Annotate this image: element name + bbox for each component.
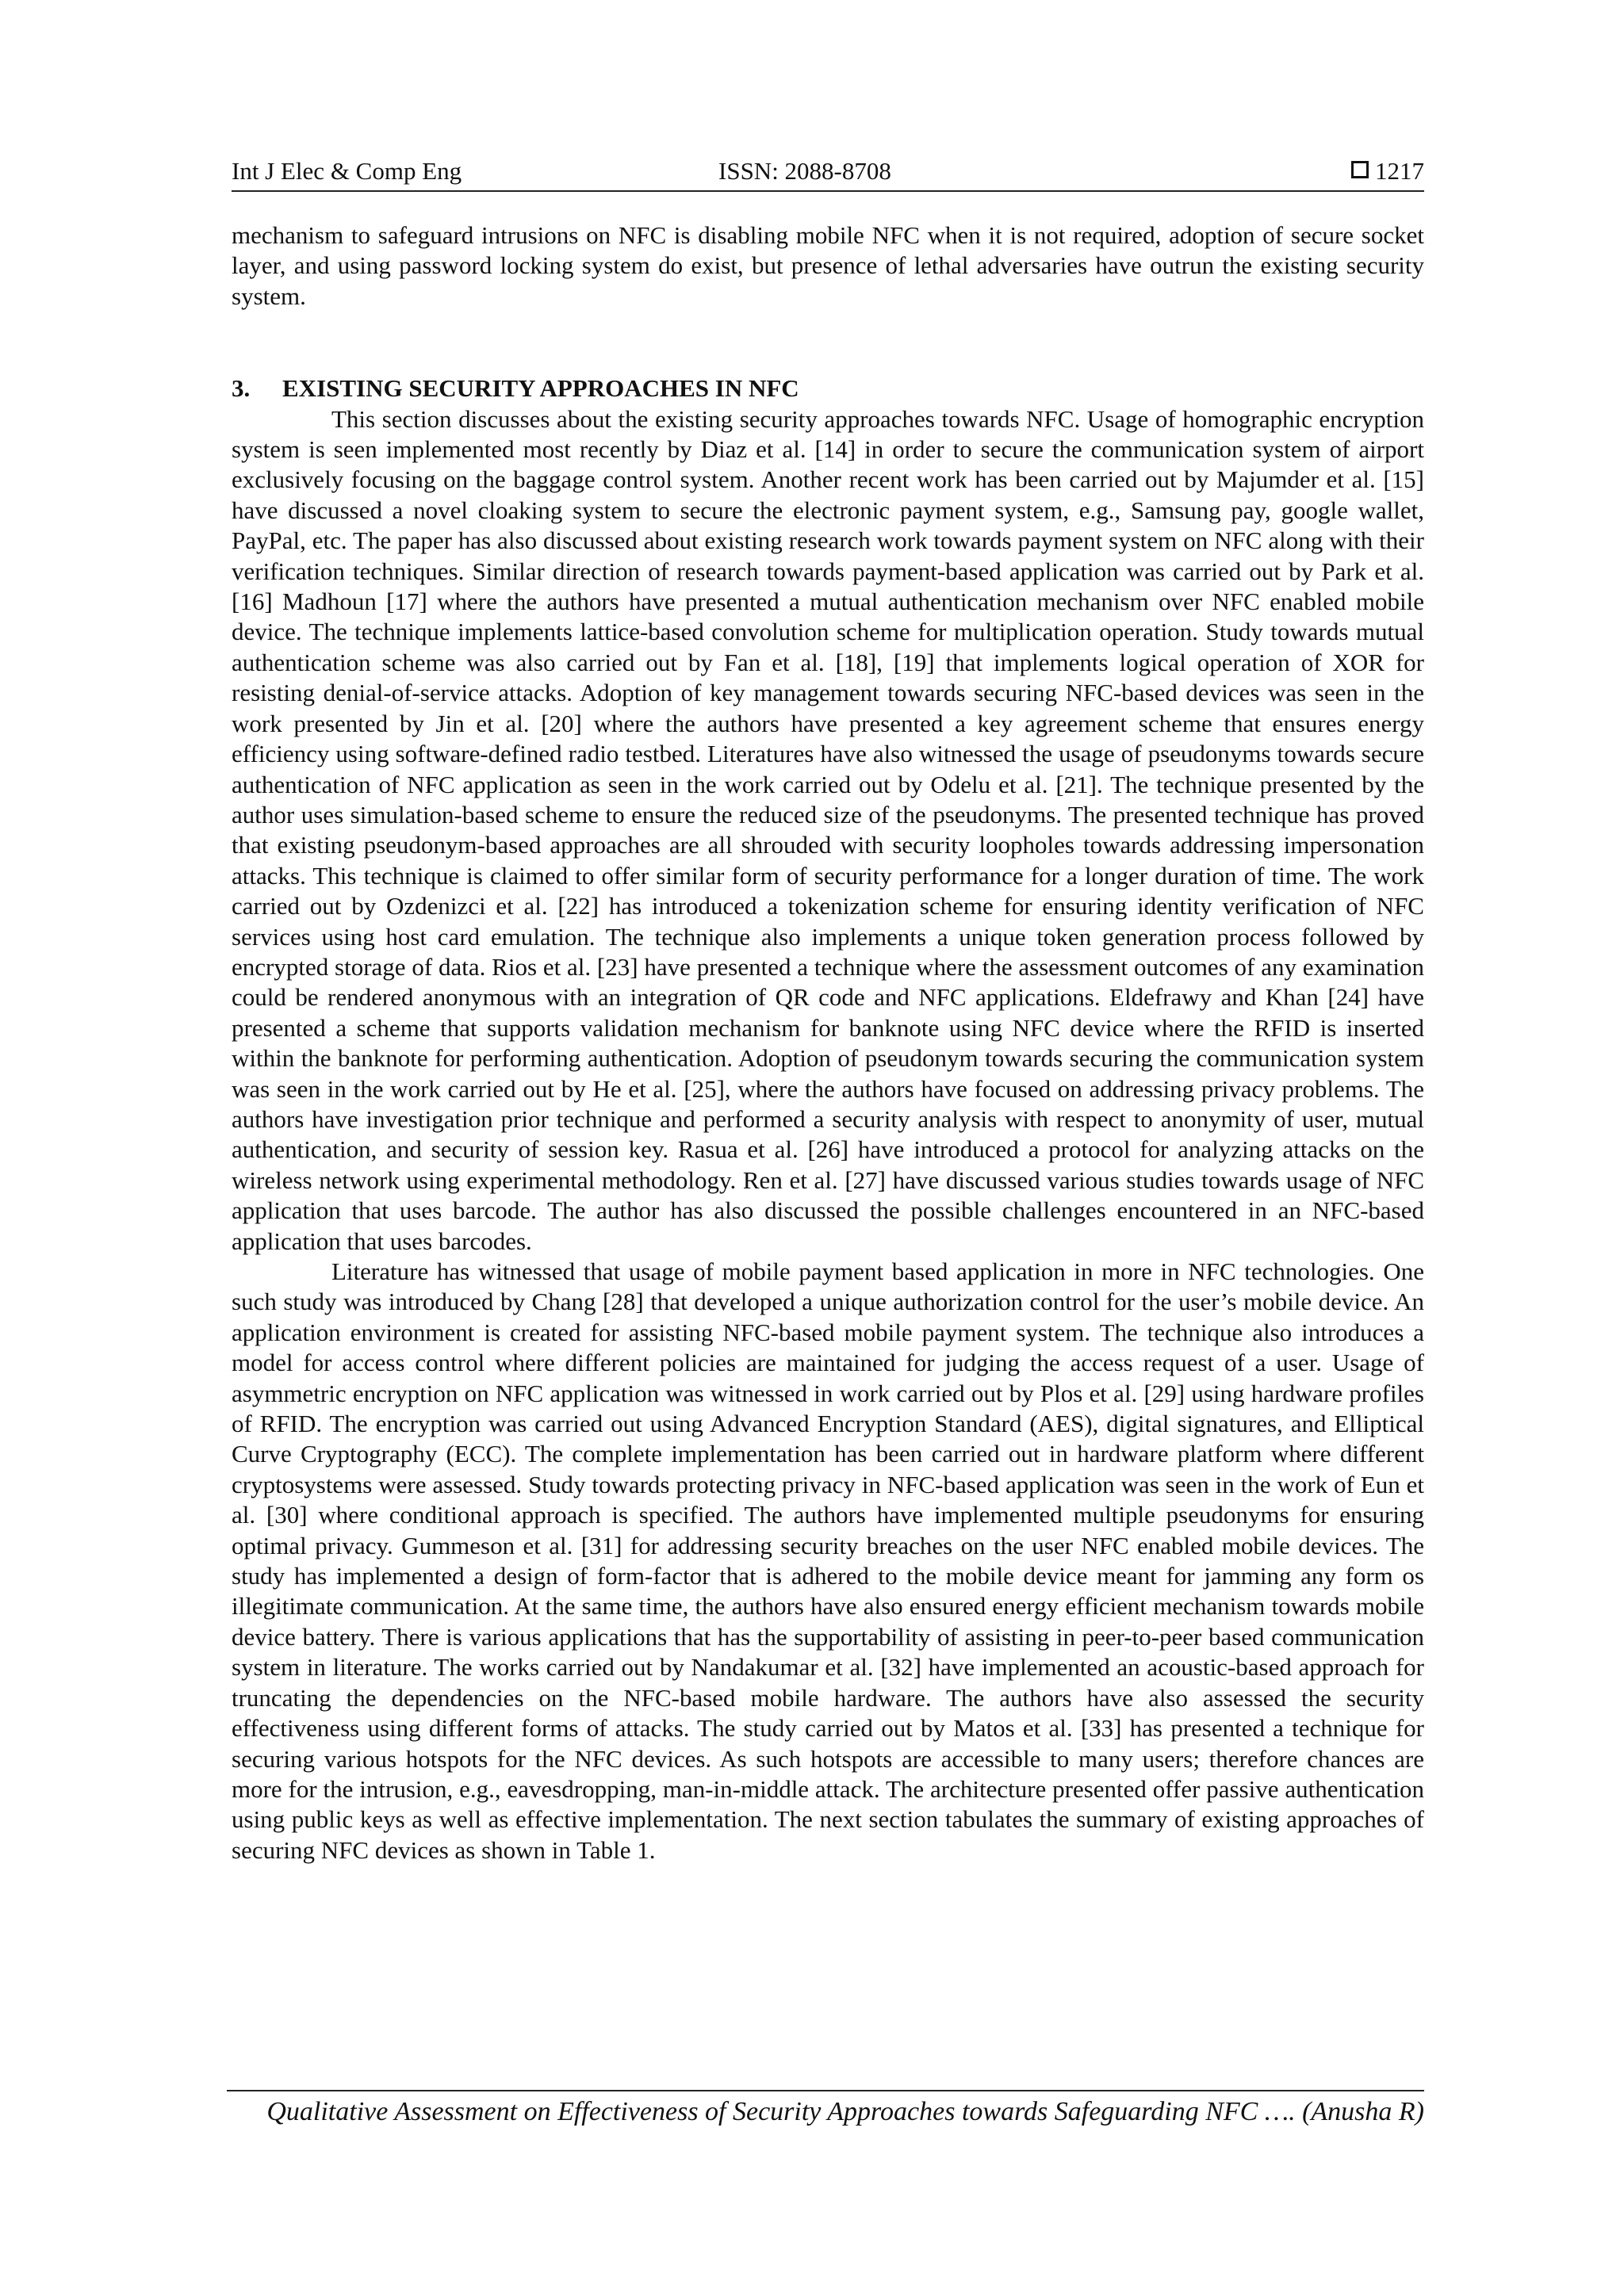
checkbox-square-icon: [1351, 161, 1369, 178]
page-body: [232, 220, 1424, 1866]
section-title: EXISTING SECURITY APPROACHES IN NFC: [282, 374, 799, 403]
page-footer: [227, 2090, 1424, 2130]
section-number: 3.: [232, 374, 251, 403]
body-paragraph: This section discusses about the existing security approaches towards NFC. Usage of homographic encryption system is seen implemented most recently by Diaz et al. [14] in order to secure the communication system of airport exclusively focusing on the baggage control system. Another recent work has been carried out by Majumder et al. [15] have discussed a novel cloaking system to secure the electronic payment system, e.g., Samsung pay, google wallet, PayPal, etc. The paper has also discussed about existing research work towards payment system on NFC along with their verification techniques. Similar direction of research towards payment-based application was carried out by Park et al. [16] Madhoun [17] where the authors have presented a mutual authentication mechanism over NFC enabled mobile device. The technique implements lattice-based convolution scheme for multiplication operation. Study towards mutual authentication scheme was also carried out by Fan et al. [18], [19] that implements logical operation of XOR for resisting denial-of-service attacks. Adoption of key management towards securing NFC-based devices was seen in the work presented by Jin et al. [20] where the authors have presented a key agreement scheme that ensures energy efficiency using software-defined radio testbed. Literatures have also witnessed the usage of pseudonyms towards secure authentication of NFC application as seen in the work carried out by Odelu et al. [21]. The technique presented by the author uses simulation-based scheme to ensure the reduced size of the pseudonyms. The presented technique has proved that existing pseudonym-based approaches are all shrouded with security loopholes towards addressing impersonation attacks. This technique is claimed to offer similar form of security performance for a longer duration of time. The work carried out by Ozdenizci et al. [22] has introduced a tokenization scheme for ensuring identity verification of NFC services using host card emulation. The technique also implements a unique token generation process followed by encrypted storage of data. Rios et al. [23] have presented a technique where the assessment outcomes of any examination could be rendered anonymous with an integration of QR code and NFC applications. Eldefrawy and Khan [24] have presented a scheme that supports validation mechanism for banknote using NFC device where the RFID is inserted within the banknote for performing authentication. Adoption of pseudonym towards securing the communication system was seen in the work carried out by He et al. [25], where the authors have focused on addressing privacy problems. The authors have investigation prior technique and performed a security analysis with respect to anonymity of user, mutual authentication, and security of session key. Rasua et al. [26] have introduced a protocol for analyzing attacks on the wireless network using experimental methodology. Ren et al. [27] have discussed various studies towards usage of NFC application that uses barcode. The author has also discussed the possible challenges encountered in an NFC-based application that uses barcodes.: [232, 404, 1424, 1255]
issn: ISSN: 2088-8708: [718, 157, 891, 185]
page-number: 1217: [1375, 157, 1424, 185]
journal-name: Int J Elec & Comp Eng: [232, 157, 462, 185]
running-title: Qualitative Assessment on Effectiveness of Security Approaches towards Safeguarding NFC …. (Anusha R): [266, 2097, 1424, 2126]
body-paragraph: Literature has witnessed that usage of mobile payment based application in more in NFC technologies. One such study was introduced by Chang [28] that developed a unique authorization control for the user’s mobile device. An application environment is created for assisting NFC-based mobile payment system. The technique also introduces a model for access control where different policies are maintained for judging the access request of a user. Usage of asymmetric encryption on NFC application was witnessed in work carried out by Plos et al. [29] using hardware profiles of RFID. The encryption was carried out using Advanced Encryption Standard (AES), digital signatures, and Elliptical Curve Cryptography (ECC). The complete implementation has been carried out in hardware platform where different cryptosystems were assessed. Study towards protecting privacy in NFC-based application was seen in the work of Eun et al. [30] where conditional approach is specified. The authors have implemented multiple pseudonyms for ensuring optimal privacy. Gummeson et al. [31] for addressing security breaches on the user NFC enabled mobile devices. The study has implemented a design of form-factor that is adhered to the mobile device meant for jamming any form os illegitimate communication. At the same time, the authors have also ensured energy efficient mechanism towards mobile device battery. There is various applications that has the supportability of assisting in peer-to-peer based communication system in literature. The works carried out by Nandakumar et al. [32] have implemented an acoustic-based approach for truncating the dependencies on the NFC-based mobile hardware. The authors have also assessed the security effectiveness using different forms of attacks. The study carried out by Matos et al. [33] has presented a technique for securing various hotspots for the NFC devices. As such hotspots are accessible to many users; therefore chances are more for the intrusion, e.g., eavesdropping, man-in-middle attack. The architecture presented offer passive authentication using public keys as well as effective implementation. The next section tabulates the summary of existing approaches of securing NFC devices as shown in Table 1.: [232, 1257, 1424, 1864]
continued-paragraph: mechanism to safeguard intrusions on NFC is disabling mobile NFC when it is not required, adoption of secure socket layer, and using password locking system do exist, but presence of lethal adversaries have outrun the existing security system.: [232, 221, 1424, 310]
section-heading: [232, 373, 1424, 404]
page-header: [232, 152, 1424, 192]
